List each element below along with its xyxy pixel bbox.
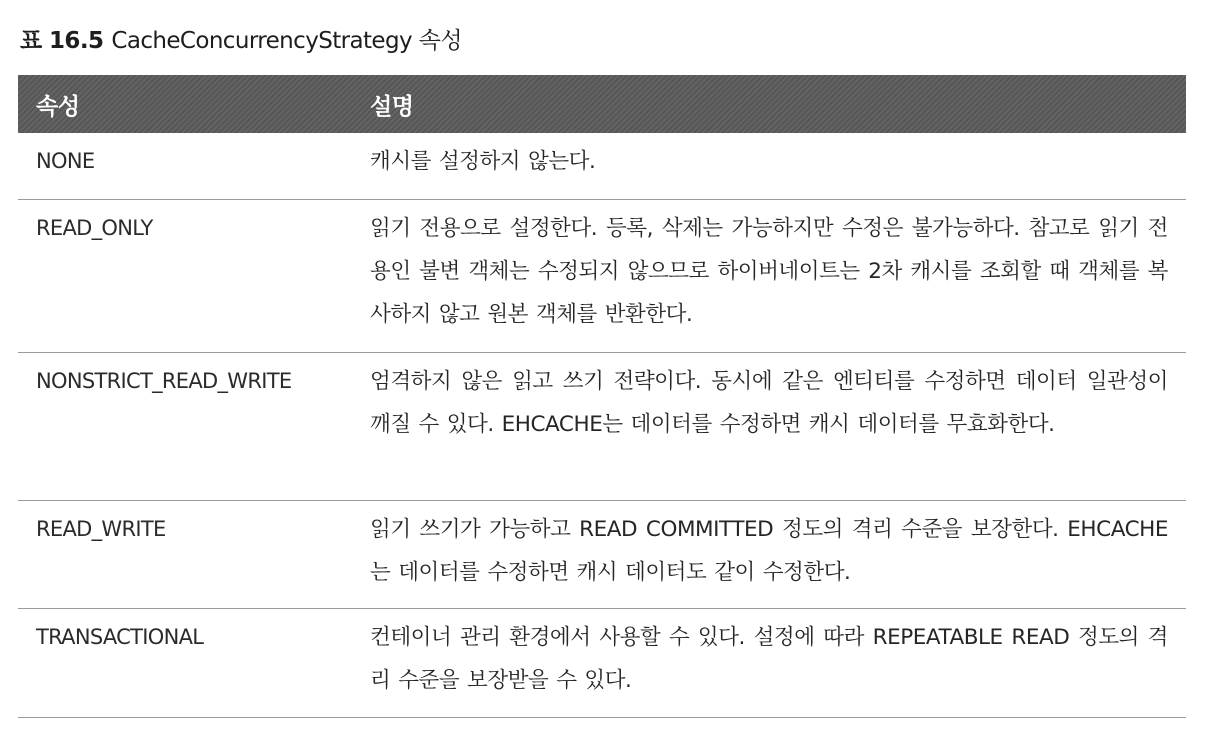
row-description: 읽기 전용으로 설정한다. 등록, 삭제는 가능하지만 수정은 불가능하다. 참고로 읽기 전용인 불변 객체는 수정되지 않으므로 하이버네이트는 2차 캐시를 조회할 때 객체를 복사하지 않고 원본 객체를 반환한다.: [370, 216, 1168, 327]
table-row: [18, 609, 1186, 718]
table-title: CacheConcurrencyStrategy 속성: [111, 28, 462, 54]
row-description: 읽기 쓰기가 가능하고 READ COMMITTED 정도의 격리 수준을 보장한다. EHCACHE는 데이터를 수정하면 캐시 데이터도 같이 수정한다.: [370, 517, 1168, 585]
table-row: [18, 353, 1186, 501]
table-row: [18, 501, 1186, 609]
table-header: [18, 75, 1186, 133]
row-attribute: NONE: [36, 149, 95, 173]
header-description: 설명: [370, 93, 414, 120]
row-description: 캐시를 설정하지 않는다.: [370, 149, 596, 174]
row-description: 컨테이너 관리 환경에서 사용할 수 있다. 설정에 따라 REPEATABLE READ 정도의 격리 수준을 보장받을 수 있다.: [370, 625, 1168, 693]
table-caption: [20, 22, 462, 55]
row-attribute: TRANSACTIONAL: [36, 625, 204, 649]
strategy-table: [18, 75, 1186, 718]
row-attribute: READ_WRITE: [36, 517, 166, 541]
table-row: [18, 133, 1186, 200]
table-number: 표 16.5: [20, 28, 104, 54]
row-attribute: READ_ONLY: [36, 216, 153, 240]
row-attribute: NONSTRICT_READ_WRITE: [36, 369, 292, 393]
row-description: 엄격하지 않은 읽고 쓰기 전략이다. 동시에 같은 엔티티를 수정하면 데이터 일관성이 깨질 수 있다. EHCACHE는 데이터를 수정하면 캐시 데이터를 무효화한다.: [370, 369, 1168, 437]
header-attribute: 속성: [36, 93, 80, 120]
table-row: [18, 200, 1186, 353]
